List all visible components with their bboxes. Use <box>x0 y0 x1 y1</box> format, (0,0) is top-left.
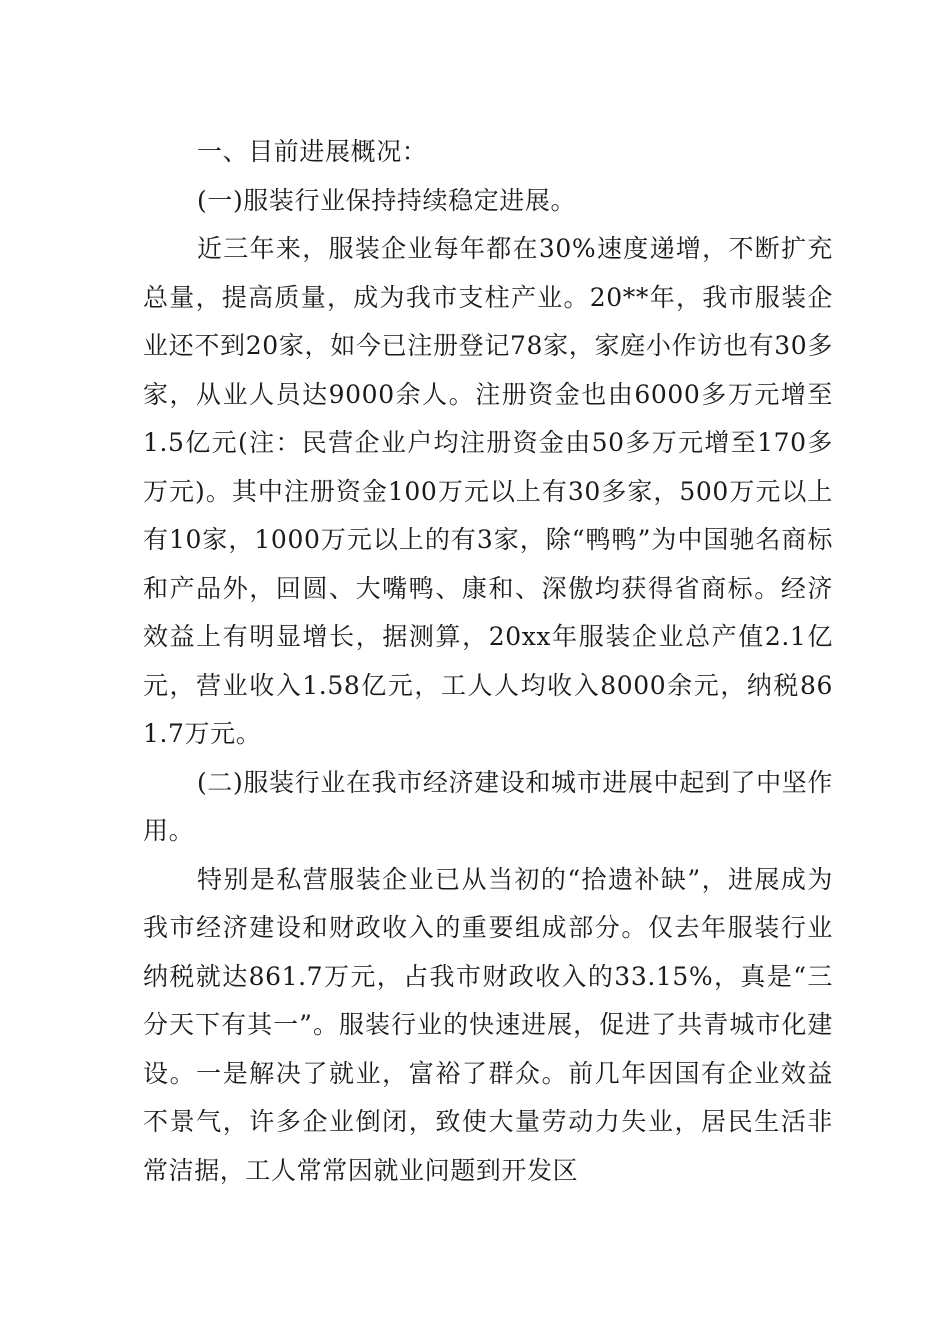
document-body <box>143 128 833 1195</box>
subsection-heading-1: (一)服装行业保持持续稳定进展。 <box>197 185 577 215</box>
body-paragraph-2: 特别是私营服装企业已从当初的“拾遗补缺”，进展成为我市经济建设和财政收入的重要组成部分。仅去年服装行业纳税就达861.7万元，占我市财政收入的33.15%，真是“三分天下有其一”。服装行业的快速进展，促进了共青城市化建设。一是解决了就业，富裕了群众。前几年因国有企业效益不景气，许多企业倒闭，致使大量劳动力失业，居民生活非常洁据，工人常常因就业问题到开发区 <box>143 864 833 1185</box>
section-heading: 一、目前进展概况： <box>197 137 428 166</box>
body-paragraph-1: 近三年来，服装企业每年都在30%速度递增，不断扩充总量，提高质量，成为我市支柱产业。20**年，我市服装企业还不到20家，如今已注册登记78家，家庭小作访也有30多家，从业人员达9000余人。注册资金也由6000多万元增至1.5亿元(注：民营企业户均注册资金由50多万元增至170多万元)。其中注册资金100万元以上有30多家，500万元以上有10家，1000万元以上的有3家，除“鸭鸭”为中国驰名商标和产品外，回圆、大嘴鸭、康和、深傲均获得省商标。经济效益上有明显增长，据测算，20xx年服装企业总产值2.1亿元，营业收入1.58亿元，工人人均收入8000余元，纳税861.7万元。 <box>143 234 833 748</box>
subsection-heading-2: (二)服装行业在我市经济建设和城市进展中起到了中坚作用。 <box>143 767 833 845</box>
